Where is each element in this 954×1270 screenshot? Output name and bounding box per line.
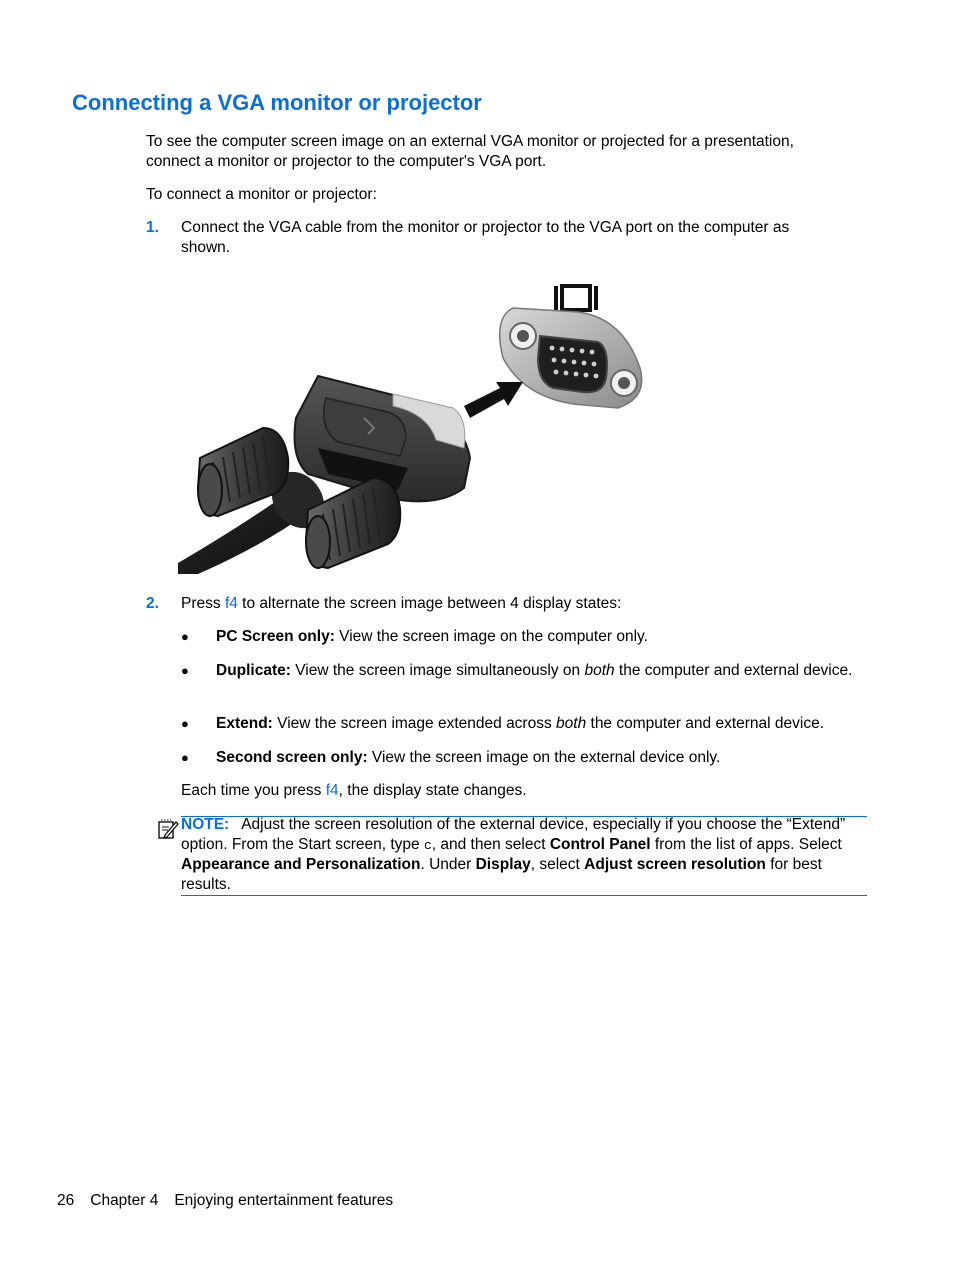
chapter-title: Enjoying entertainment features — [174, 1192, 394, 1209]
bullet-duplicate — [216, 661, 856, 681]
bullet-term: Second screen only: — [216, 749, 368, 766]
note-segment: . Under — [420, 856, 476, 873]
bullet-desc: View the screen image simultaneously on — [290, 662, 585, 679]
step-1-text: Connect the VGA cable from the monitor or projector to the VGA port on the computer as shown. — [181, 219, 790, 256]
note-segment: from the list of apps. Select — [650, 835, 842, 853]
bullet-term: PC Screen only: — [216, 628, 335, 645]
step-2-pre: Press — [181, 595, 225, 612]
bullet-desc: View the screen image on the computer only. — [334, 628, 648, 645]
step-1-number: 1. — [146, 219, 159, 236]
note-bold-appearance: Appearance and Personalization — [181, 856, 421, 873]
intro-paragraph: To see the computer screen image on an external VGA monitor or projected for a presentation, connect a monitor or projector to the computer's VGA port. — [146, 133, 794, 170]
note-label: NOTE: — [181, 816, 230, 833]
f4-key-link[interactable]: f4 — [325, 782, 339, 799]
bullet-desc-end: the computer and external device. — [614, 662, 853, 679]
each-time-post: , the display state changes. — [338, 782, 527, 799]
chapter-label: Chapter 4 — [90, 1192, 159, 1209]
each-time-text — [181, 781, 841, 801]
note-code: c — [423, 837, 432, 853]
note-segment: , select — [530, 856, 585, 873]
note-pencil-icon — [157, 818, 179, 840]
bullet-term: Duplicate: — [216, 662, 291, 679]
f4-key-link[interactable]: f4 — [224, 595, 238, 612]
vga-connection-illustration — [178, 278, 658, 574]
bullet-icon: ● — [181, 750, 189, 765]
bullet-icon: ● — [181, 629, 189, 644]
step-2-text — [181, 594, 841, 614]
vga-port-icon — [500, 308, 642, 408]
note-text — [181, 815, 853, 894]
step-2-number: 2. — [146, 595, 159, 612]
note-segment: for best results. — [181, 856, 822, 893]
vga-port-symbol-icon — [554, 286, 598, 310]
page-title: Connecting a VGA monitor or projector — [72, 90, 482, 115]
bullet-icon: ● — [181, 663, 189, 678]
note-segment: , and then select — [431, 835, 550, 853]
note-segment: Adjust the screen resolution of the external device, especially if you choose the “Extend” option. From the Start screen, type — [181, 816, 846, 853]
each-time-pre: Each time you press — [181, 782, 326, 799]
step-2-post: to alternate the screen image between 4 display states: — [237, 595, 622, 612]
bullet-term: Extend: — [216, 715, 273, 732]
bullet-second-screen-only — [216, 748, 856, 768]
bullet-emphasis: both — [556, 715, 587, 732]
page-footer — [57, 1192, 409, 1210]
note-bold-adjust-resolution: Adjust screen resolution — [584, 856, 766, 873]
bullet-icon: ● — [181, 716, 189, 731]
note-bold-display: Display — [475, 856, 531, 873]
page-number: 26 — [57, 1192, 75, 1209]
bullet-desc: View the screen image on the external device only. — [367, 749, 721, 766]
note-bold-control-panel: Control Panel — [549, 835, 651, 853]
bullet-pc-screen-only — [216, 627, 856, 647]
bullet-desc-end: the computer and external device. — [586, 715, 825, 732]
bullet-extend — [216, 714, 856, 734]
arrow-icon — [464, 382, 523, 418]
bullet-emphasis: both — [584, 662, 615, 679]
lead-in-text: To connect a monitor or projector: — [146, 186, 377, 203]
bullet-desc: View the screen image extended across — [272, 715, 557, 732]
